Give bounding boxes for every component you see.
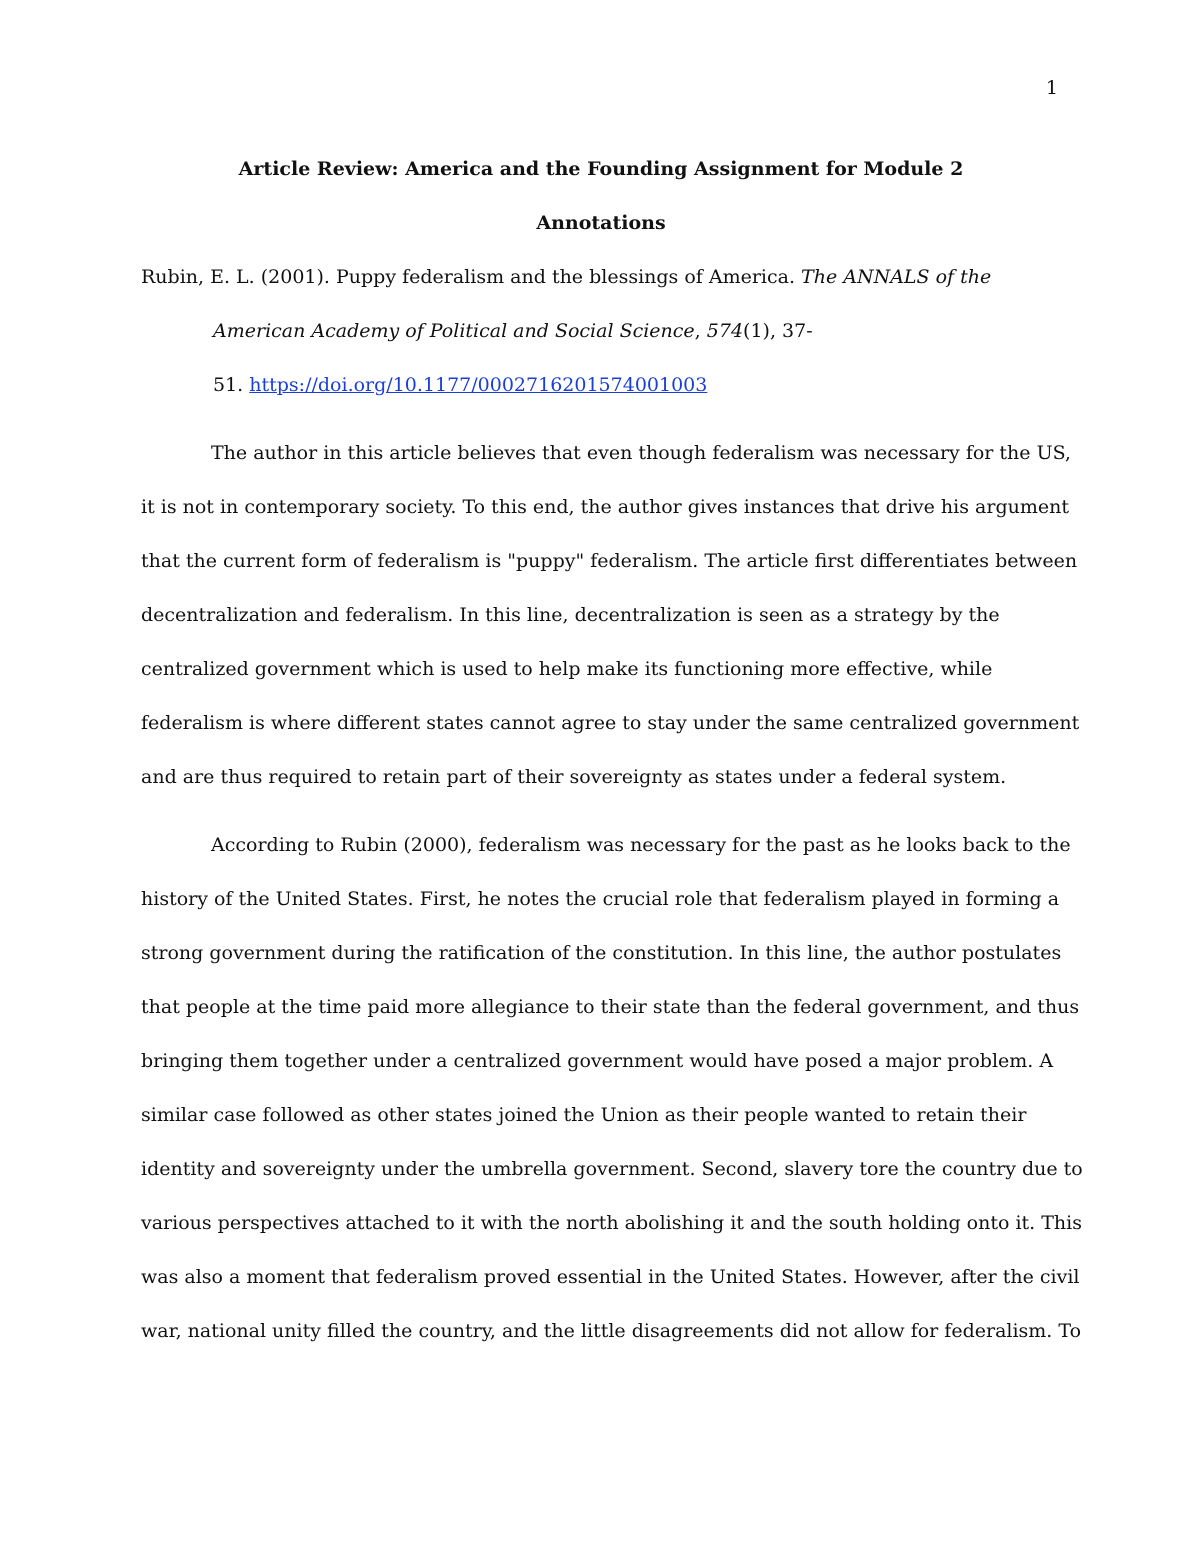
doi-link[interactable]: https://doi.org/10.1177/0002716201574001003	[249, 374, 708, 396]
paragraph-line: various perspectives attached to it with the north abolishing it and the south holding onto it. This	[141, 1212, 1082, 1234]
document-title: Article Review: America and the Founding Assignment for Module 2	[238, 158, 964, 180]
paragraph-line: decentralization and federalism. In this line, decentralization is seen as a strategy by the	[141, 604, 1000, 626]
reference-authors-title: Rubin, E. L. (2001). Puppy federalism and the blessings of America.	[141, 266, 802, 288]
reference-line-3	[213, 358, 1061, 412]
reference-journal-part-1: The ANNALS of the	[801, 266, 992, 288]
section-heading: Annotations	[536, 212, 666, 234]
page-number: 1	[1045, 77, 1058, 99]
paragraph-line: was also a moment that federalism proved essential in the United States. However, after the civil	[141, 1266, 1080, 1288]
paragraph-line: that people at the time paid more allegiance to their state than the federal government, and thus	[141, 996, 1080, 1018]
paragraph-line: centralized government which is used to help make its functioning more effective, while	[141, 658, 993, 680]
paragraph-line: The author in this article believes that even though federalism was necessary for the US,	[211, 442, 1071, 464]
document-body	[141, 142, 1083, 1358]
reference-comma: ,	[694, 320, 707, 342]
paragraph-line: it is not in contemporary society. To this end, the author gives instances that drive his argument	[141, 496, 1069, 518]
reference-journal-part-2: American Academy of Political and Social Science	[213, 320, 695, 342]
paragraph-line: According to Rubin (2000), federalism was necessary for the past as he looks back to the	[211, 834, 1071, 856]
paragraph-line: similar case followed as other states joined the Union as their people wanted to retain their	[141, 1104, 1027, 1126]
reference-issue-pages: (1), 37-	[743, 320, 813, 342]
paragraph-line: history of the United States. First, he notes the crucial role that federalism played in forming a	[141, 888, 1060, 910]
paragraph-2	[141, 818, 1083, 1358]
paragraph-line: identity and sovereignty under the umbrella government. Second, slavery tore the country due to	[141, 1158, 1083, 1180]
reference-pages-end: 51.	[213, 374, 250, 396]
paragraph-line: and are thus required to retain part of their sovereignty as states under a federal system.	[141, 766, 1007, 788]
paragraph-line: war, national unity filled the country, and the little disagreements did not allow for federalism. To	[141, 1320, 1082, 1342]
paragraph-line: strong government during the ratification of the constitution. In this line, the author postulates	[141, 942, 1062, 964]
reference-entry	[141, 250, 1061, 412]
paragraph-line: that the current form of federalism is "puppy" federalism. The article first differentiates between	[141, 550, 1078, 572]
paragraph-1	[141, 426, 1080, 804]
reference-volume: 574	[706, 320, 744, 342]
paragraph-line: bringing them together under a centralized government would have posed a major problem. A	[141, 1050, 1054, 1072]
reference-line-2	[213, 304, 1061, 358]
reference-line-1	[141, 250, 1061, 304]
paragraph-line: federalism is where different states cannot agree to stay under the same centralized government	[141, 712, 1080, 734]
